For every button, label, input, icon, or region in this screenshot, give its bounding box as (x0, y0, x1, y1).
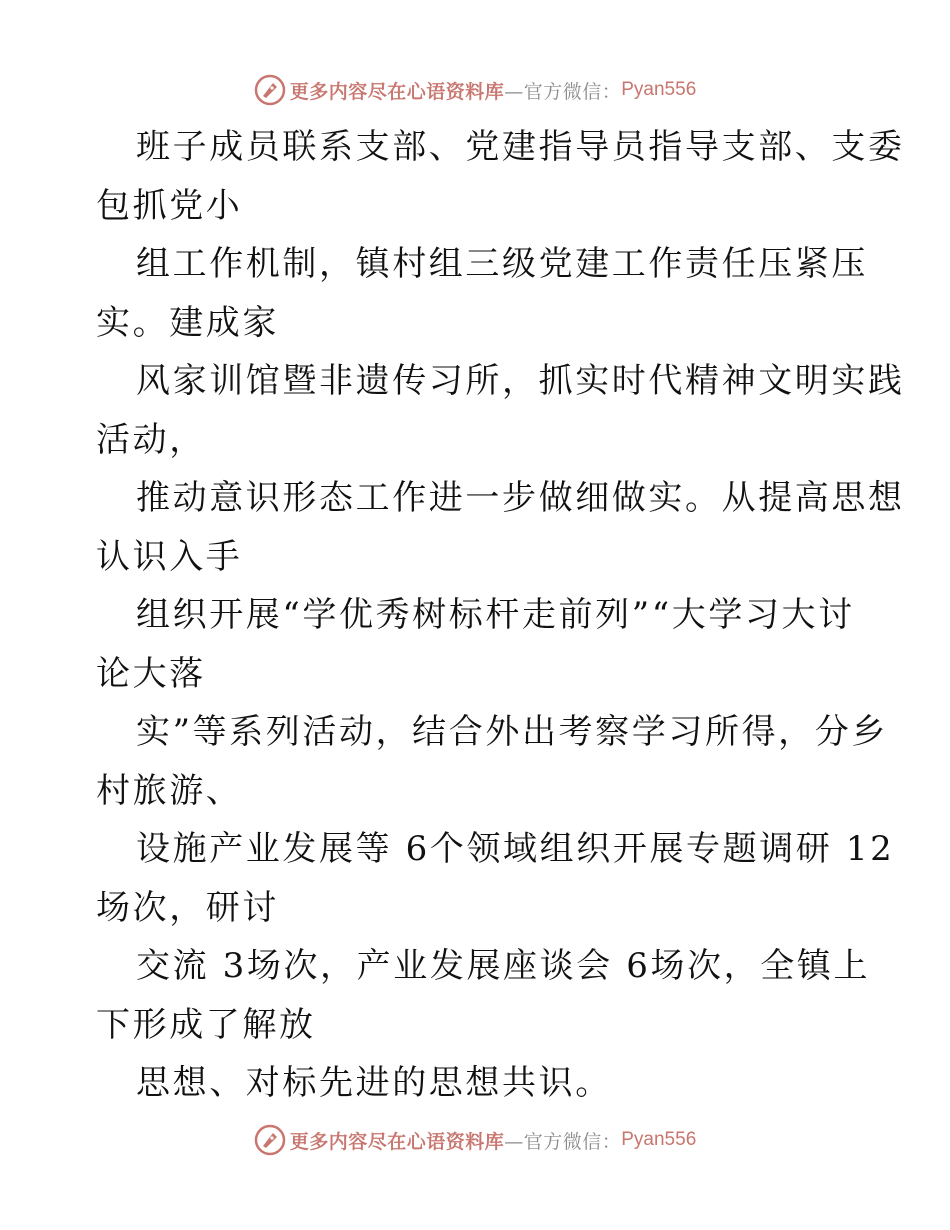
text-line: 论大落 (96, 653, 206, 694)
banner-wechat-id: Pyan556 (621, 79, 697, 100)
text-line: 推动意识形态工作进一步做细做实。从提高思想 (136, 478, 905, 518)
banner-main-text: 更多内容尽在心语资料库 (289, 1130, 505, 1153)
text-line: 活动， (96, 419, 206, 460)
text-line: 下形成了解放 (96, 1004, 316, 1045)
text-line: 风家训馆暨非遗传习所，抓实时代精神文明实践 (136, 361, 905, 401)
text-line: 村旅游、 (96, 770, 243, 811)
banner-sub-text: —官方微信： (504, 1130, 622, 1153)
text-line: 设施产业发展等 6个领域组织开展专题调研 12 (136, 829, 895, 869)
document-body (96, 118, 905, 1113)
header-watermark-banner (0, 70, 950, 110)
text-line: 实”等系列活动，结合外出考察学习所得，分乡 (136, 712, 888, 752)
text-line: 组工作机制，镇村组三级党建工作责任压紧压 (136, 244, 868, 284)
banner-sub-text: —官方微信： (504, 80, 622, 103)
text-line: 交流 3场次，产业发展座谈会 6场次，全镇上 (136, 946, 871, 986)
banner-wechat-id: Pyan556 (621, 1129, 697, 1150)
text-line: 场次，研讨 (96, 887, 279, 928)
text-line: 思想、对标先进的思想共识。 (136, 1063, 612, 1103)
pen-nib-logo-icon (254, 1124, 286, 1156)
pen-nib-logo-icon (254, 74, 286, 106)
text-line: 包抓党小 (96, 185, 243, 226)
footer-watermark-banner (0, 1120, 950, 1160)
text-line: 班子成员联系支部、党建指导员指导支部、支委 (136, 127, 905, 167)
text-line: 认识入手 (96, 536, 243, 577)
banner-main-text: 更多内容尽在心语资料库 (289, 80, 505, 103)
text-line: 组织开展“学优秀树标杆走前列”“大学习大讨 (136, 595, 855, 635)
text-line: 实。建成家 (96, 302, 279, 343)
